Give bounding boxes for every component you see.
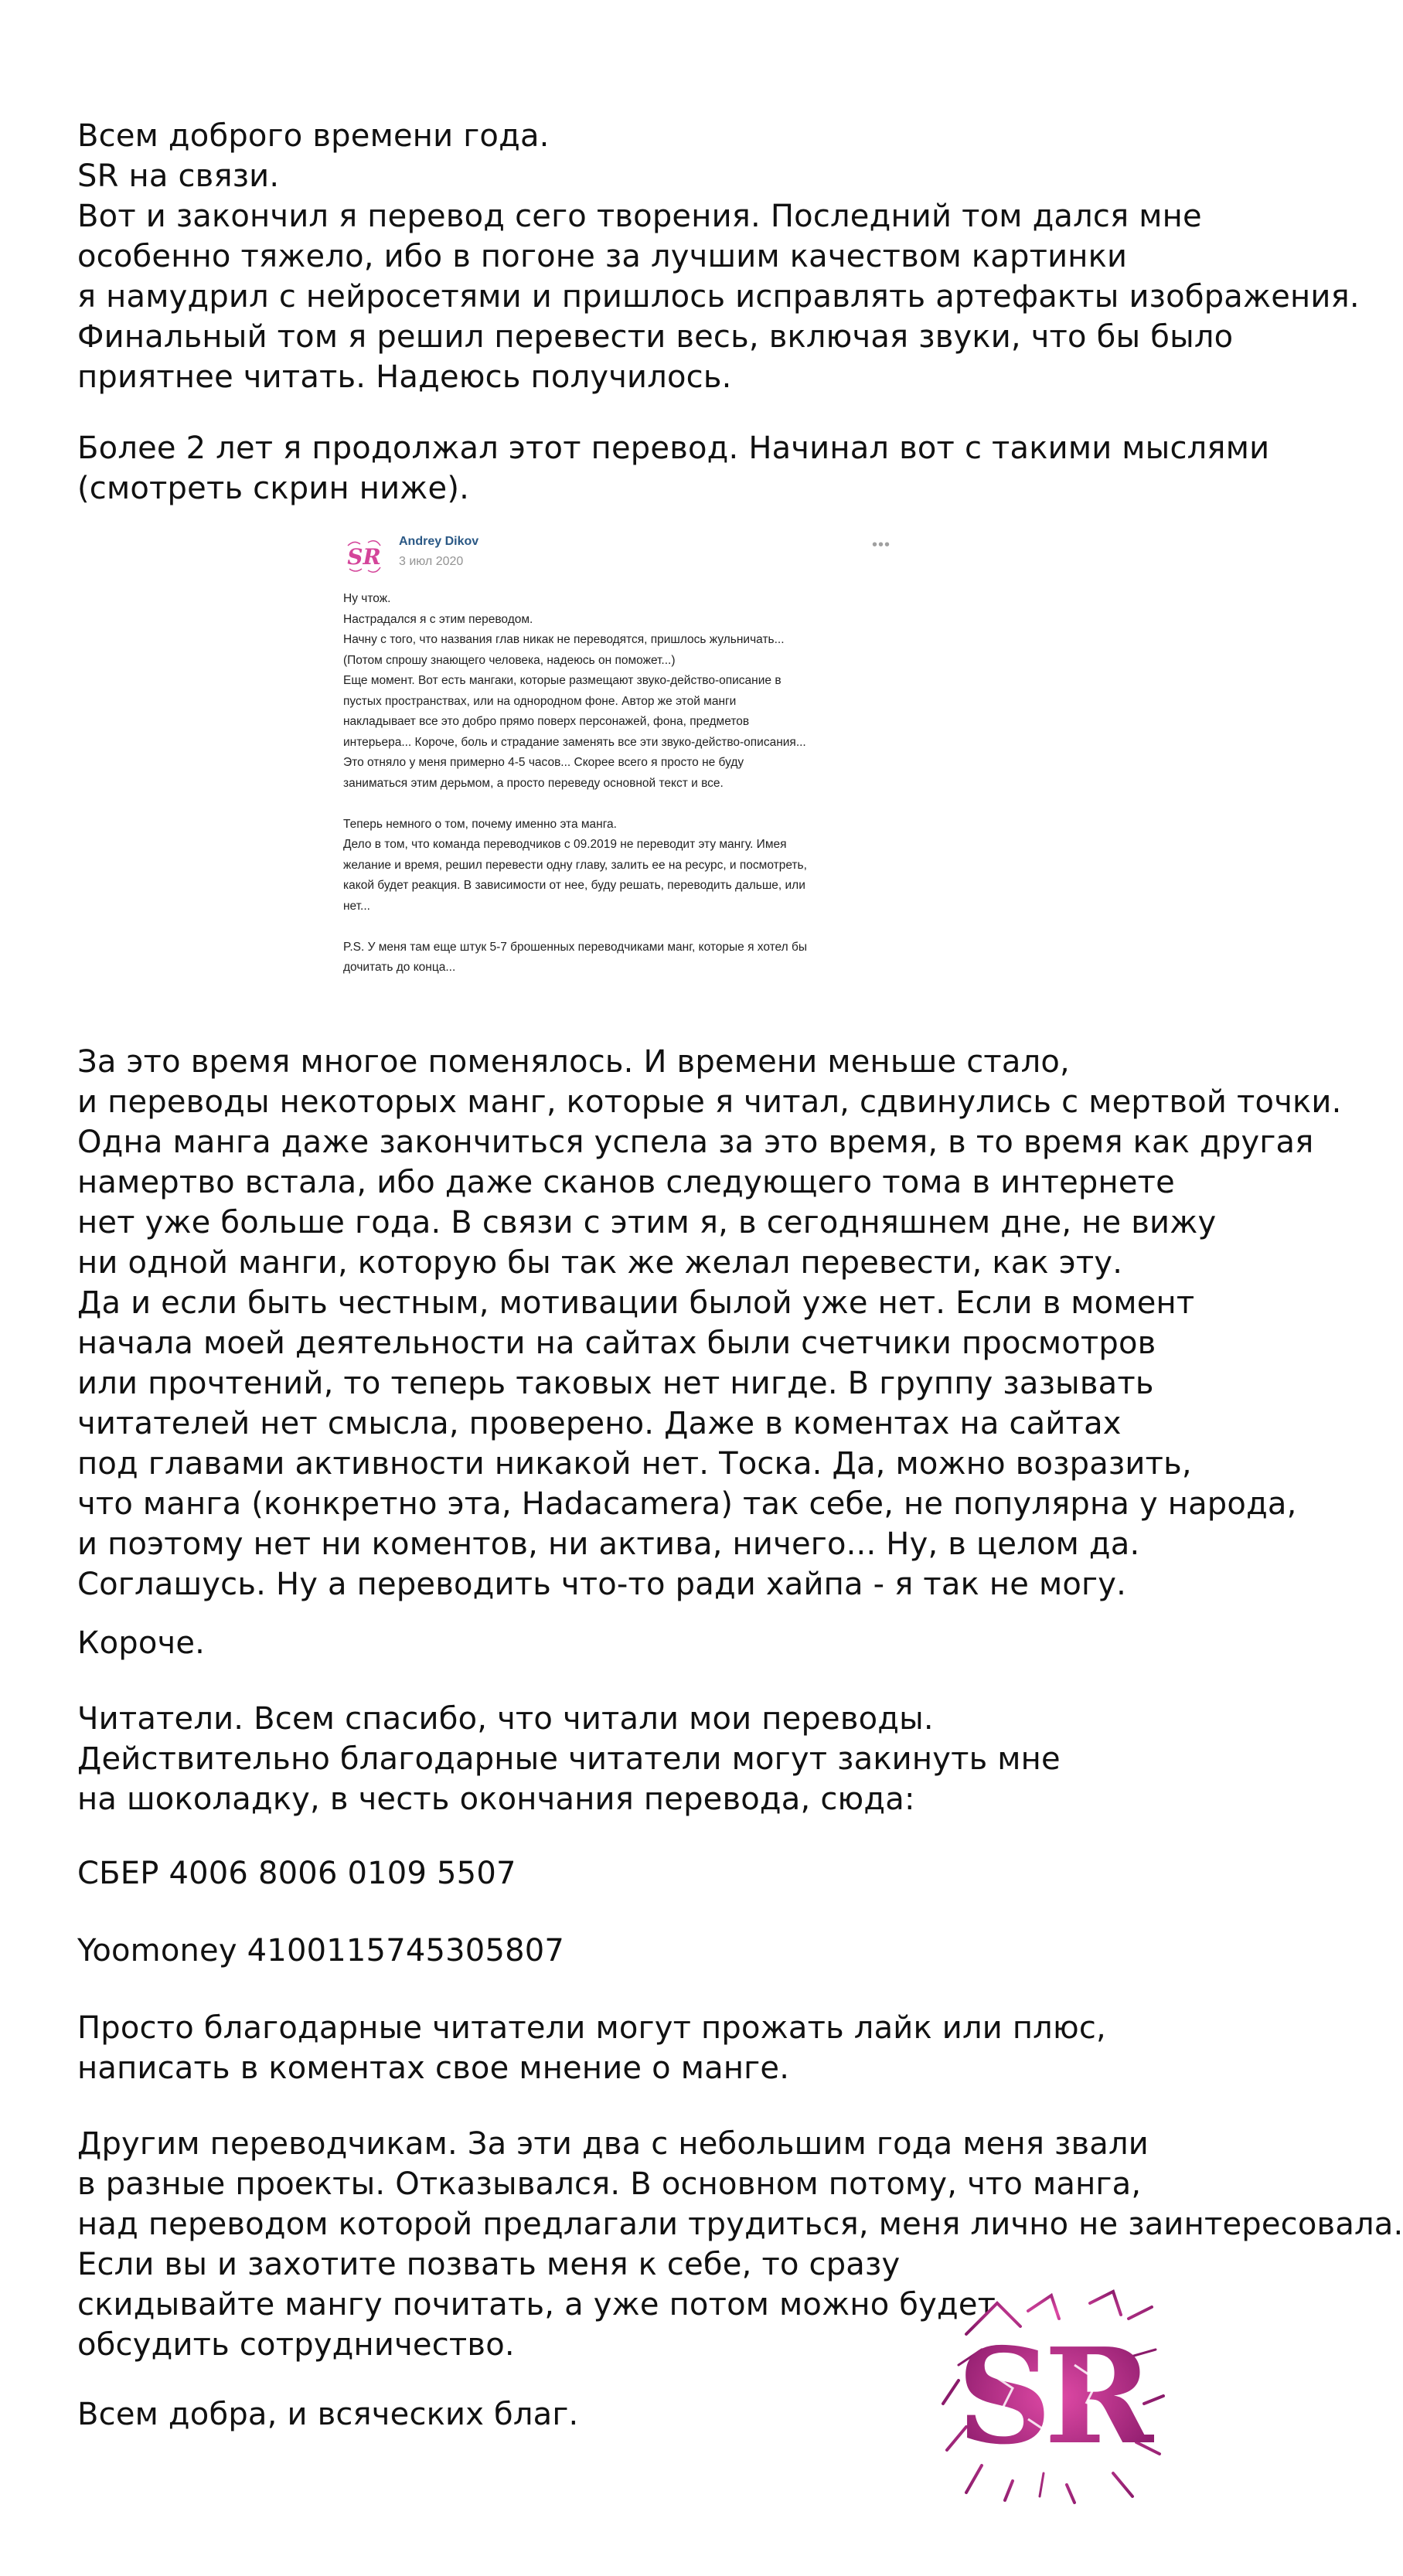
middle-line: ни одной манги, которую бы так же желал перевести, как эту.: [77, 1245, 1123, 1281]
post-line: Это отняло у меня примерно 4-5 часов... Скорее всего я просто не буду: [343, 756, 744, 769]
middle-line: читателей нет смысла, проверено. Даже в коментах на сайтах: [77, 1406, 1122, 1441]
middle-line: За это время многое поменялось. И времени меньше стало,: [77, 1044, 1070, 1080]
farewell-text: Всем добра, и всяческих благ.: [77, 2397, 579, 2432]
sber-line: [77, 1853, 1190, 1894]
post-line: Начну с того, что названия глав никак не переводятся, пришлось жульничать...: [343, 633, 785, 646]
intro-line: Финальный том я решил перевести весь, включая звуки, что бы было: [77, 319, 1234, 355]
middle-line: под главами активности никакой нет. Тоска. Да, можно возразить,: [77, 1446, 1192, 1482]
post-author[interactable]: Andrey Dikov: [399, 535, 479, 548]
thanks-line: на шоколадку, в честь окончания перевода, сюда:: [77, 1781, 915, 1817]
likes-line: написать в коментах свое мнение о манге.: [77, 2050, 790, 2086]
intro2-paragraph: [77, 428, 1270, 509]
thanks-line: Действительно благодарные читатели могут закинуть мне: [77, 1741, 1061, 1777]
likes-paragraph: [77, 2008, 1190, 2088]
sr-logo: [935, 2288, 1167, 2504]
post-line: какой будет реакция. В зависимости от нее, буду решать, переводить дальше, или: [343, 879, 805, 892]
middle-line: начала моей деятельности на сайтах были счетчики просмотров: [77, 1325, 1156, 1361]
yoomoney-wallet-number: Yoomoney 4100115745305807: [77, 1933, 565, 1969]
avatar-logo-text: SR: [347, 544, 381, 570]
post-line: заниматься этим дерьмом, а просто переведу основной текст и все.: [343, 776, 724, 790]
koroche-text: Короче.: [77, 1625, 206, 1661]
middle-line: и переводы некоторых манг, которые я читал, сдвинулись с мертвой точки.: [77, 1084, 1342, 1120]
intro-line: приятнее читать. Надеюсь получилось.: [77, 359, 732, 395]
logo-text: SR: [956, 2319, 1146, 2474]
post-line: желание и время, решил перевести одну главу, залить ее на ресурс, и посмотреть,: [343, 858, 807, 872]
translators-line: скидывайте мангу почитать, а уже потом можно будет: [77, 2287, 996, 2322]
intro-line: особенно тяжело, ибо в погоне за лучшим качеством картинки: [77, 239, 1128, 274]
translators-line: над переводом которой предлагали трудиться, меня лично не заинтересовала.: [77, 2207, 1403, 2242]
intro-line: Вот и закончил я перевод сего творения. Последний том дался мне: [77, 199, 1202, 234]
translators-line: в разные проекты. Отказывался. В основном потому, что манга,: [77, 2166, 1142, 2202]
middle-line: Соглашусь. Ну а переводить что-то ради хайпа - я так не могу.: [77, 1567, 1127, 1602]
post-line: интерьера... Короче, боль и страдание заменять все эти звуко-действо-описания...: [343, 735, 806, 749]
intro-line: Всем доброго времени года.: [77, 118, 550, 154]
middle-line: нет уже больше года. В связи с этим я, в сегодняшнем дне, не вижу: [77, 1205, 1217, 1240]
post-line: (Потом спрошу знающего человека, надеюсь он поможет...): [343, 653, 676, 667]
middle-line: Да и если быть честным, мотивации былой уже нет. Если в момент: [77, 1285, 1195, 1321]
post-line: Еще момент. Вот есть мангаки, которые размещают звуко-действо-описание в: [343, 674, 782, 687]
koroche-line: [77, 1623, 1190, 1663]
middle-line: что манга (конкретно эта, Hadacamera) так себе, не популярна у народа,: [77, 1486, 1297, 1522]
post-line: дочитать до конца...: [343, 961, 456, 974]
post-line: Дело в том, что команда переводчиков с 09.2019 не переводит эту мангу. Имея: [343, 838, 787, 851]
post-line: Теперь немного о том, почему именно эта манга.: [343, 817, 617, 831]
post-screenshot: [339, 529, 911, 995]
post-line: нет...: [343, 899, 370, 913]
middle-line: и поэтому нет ни коментов, ни актива, ничего... Ну, в целом да.: [77, 1526, 1140, 1562]
thanks-line: Читатели. Всем спасибо, что читали мои переводы.: [77, 1701, 934, 1737]
translators-line: Другим переводчикам. За эти два с небольшим года меня звали: [77, 2126, 1149, 2162]
yoomoney-line: [77, 1931, 1190, 1971]
middle-line: намертво встала, ибо даже сканов следующего тома в интернете: [77, 1165, 1175, 1200]
post-line: Ну чтож.: [343, 592, 391, 605]
post-line: Настрадался я с этим переводом.: [343, 612, 533, 626]
middle-paragraph: [77, 1042, 1342, 1604]
more-options-icon[interactable]: •••: [872, 536, 891, 553]
translators-line: обсудить сотрудничество.: [77, 2327, 515, 2363]
post-body: [343, 589, 908, 978]
intro-line: SR на связи.: [77, 158, 280, 194]
avatar: [343, 535, 385, 577]
post-line: пустых пространствах, или на однородном фоне. Автор же этой манги: [343, 694, 737, 708]
intro2-line: (смотреть скрин ниже).: [77, 471, 470, 506]
likes-line: Просто благодарные читатели могут прожать лайк или плюс,: [77, 2010, 1106, 2046]
middle-line: или прочтений, то теперь таковых нет нигде. В группу зазывать: [77, 1366, 1154, 1401]
sber-card-number: СБЕР 4006 8006 0109 5507: [77, 1856, 516, 1891]
middle-line: Одна манга даже закончиться успела за это время, в то время как другая: [77, 1125, 1314, 1160]
post-line: P.S. У меня там еще штук 5-7 брошенных переводчиками манг, которые я хотел бы: [343, 940, 808, 954]
intro-line: я намудрил с нейросетями и пришлось исправлять артефакты изображения.: [77, 279, 1360, 315]
thanks-paragraph: [77, 1699, 1190, 1819]
post-line: накладывает все это добро прямо поверх персонажей, фона, предметов: [343, 715, 750, 728]
translators-line: Если вы и захотите позвать меня к себе, то сразу: [77, 2247, 901, 2282]
post-date: 3 июл 2020: [399, 555, 464, 568]
intro-paragraph: [77, 116, 1360, 397]
intro2-line: Более 2 лет я продолжал этот перевод. Начинал вот с такими мыслями: [77, 430, 1270, 466]
